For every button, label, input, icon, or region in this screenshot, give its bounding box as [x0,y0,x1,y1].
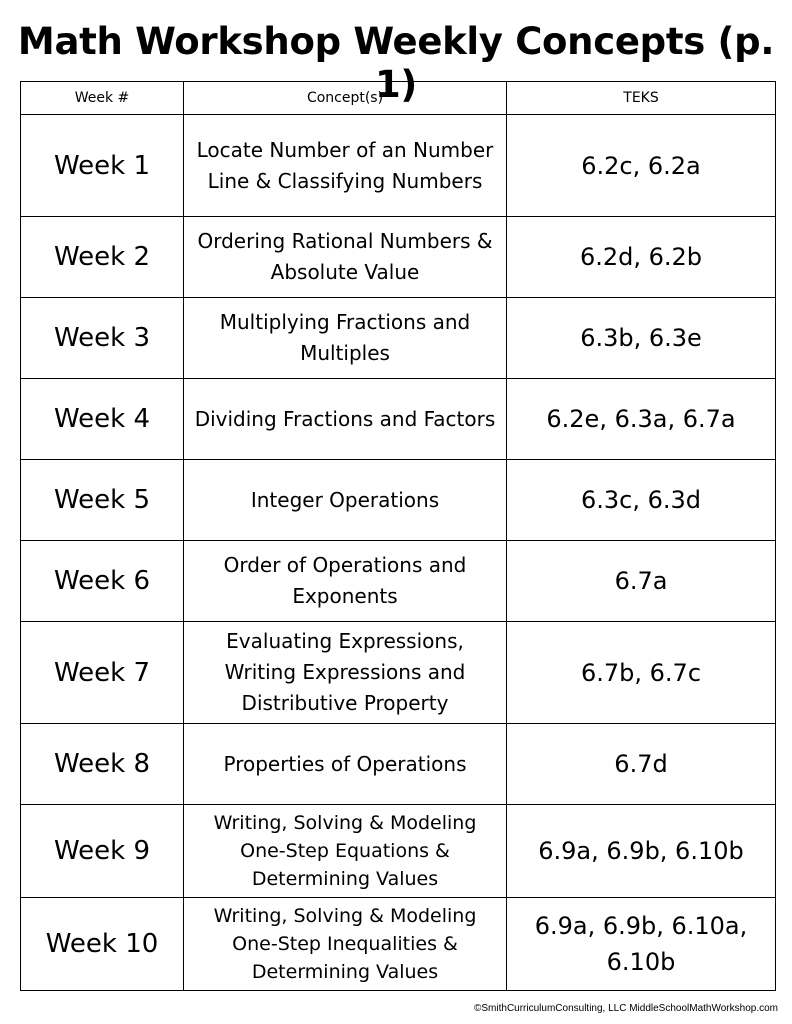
week-cell: Week 6 [21,541,184,622]
week-cell: Week 1 [21,115,184,217]
concept-cell: Writing, Solving & Modeling One-Step Equations & Determining Values [184,805,507,898]
teks-cell: 6.2d, 6.2b [507,217,776,298]
table-row [21,379,776,460]
table-row [21,298,776,379]
table-row [21,541,776,622]
week-cell: Week 5 [21,460,184,541]
teks-cell: 6.7a [507,541,776,622]
page-title: Math Workshop Weekly Concepts (p. 1) [17,20,775,106]
week-cell: Week 7 [21,622,184,724]
table-header-row [21,82,776,115]
weekly-concepts-table [20,81,776,991]
concept-cell: Locate Number of an Number Line & Classifying Numbers [184,115,507,217]
teks-cell: 6.3b, 6.3e [507,298,776,379]
teks-cell: 6.2c, 6.2a [507,115,776,217]
teks-cell: 6.9a, 6.9b, 6.10b [507,805,776,898]
concept-cell: Integer Operations [184,460,507,541]
week-cell: Week 10 [21,898,184,991]
concept-cell: Evaluating Expressions, Writing Expressions and Distributive Property [184,622,507,724]
week-column-header: Week # [21,82,184,115]
concept-cell: Dividing Fractions and Factors [184,379,507,460]
teks-cell: 6.7d [507,724,776,805]
concept-cell: Writing, Solving & Modeling One-Step Inequalities & Determining Values [184,898,507,991]
teks-cell: 6.3c, 6.3d [507,460,776,541]
teks-cell: 6.7b, 6.7c [507,622,776,724]
week-cell: Week 3 [21,298,184,379]
teks-cell: 6.9a, 6.9b, 6.10a, 6.10b [507,898,776,991]
week-cell: Week 8 [21,724,184,805]
teks-column-header: TEKS [507,82,776,115]
concept-cell: Multiplying Fractions and Multiples [184,298,507,379]
concept-cell: Properties of Operations [184,724,507,805]
week-cell: Week 4 [21,379,184,460]
copyright-footer: ©SmithCurriculumConsulting, LLC MiddleSchoolMathWorkshop.com [474,1003,778,1014]
teks-cell: 6.2e, 6.3a, 6.7a [507,379,776,460]
table-row [21,115,776,217]
concept-cell: Ordering Rational Numbers & Absolute Value [184,217,507,298]
week-cell: Week 2 [21,217,184,298]
table-row [21,460,776,541]
table-row [21,217,776,298]
concepts-column-header: Concept(s) [184,82,507,115]
week-cell: Week 9 [21,805,184,898]
table-row [21,622,776,724]
table-row [21,805,776,898]
concept-cell: Order of Operations and Exponents [184,541,507,622]
table-row [21,898,776,991]
table-row [21,724,776,805]
